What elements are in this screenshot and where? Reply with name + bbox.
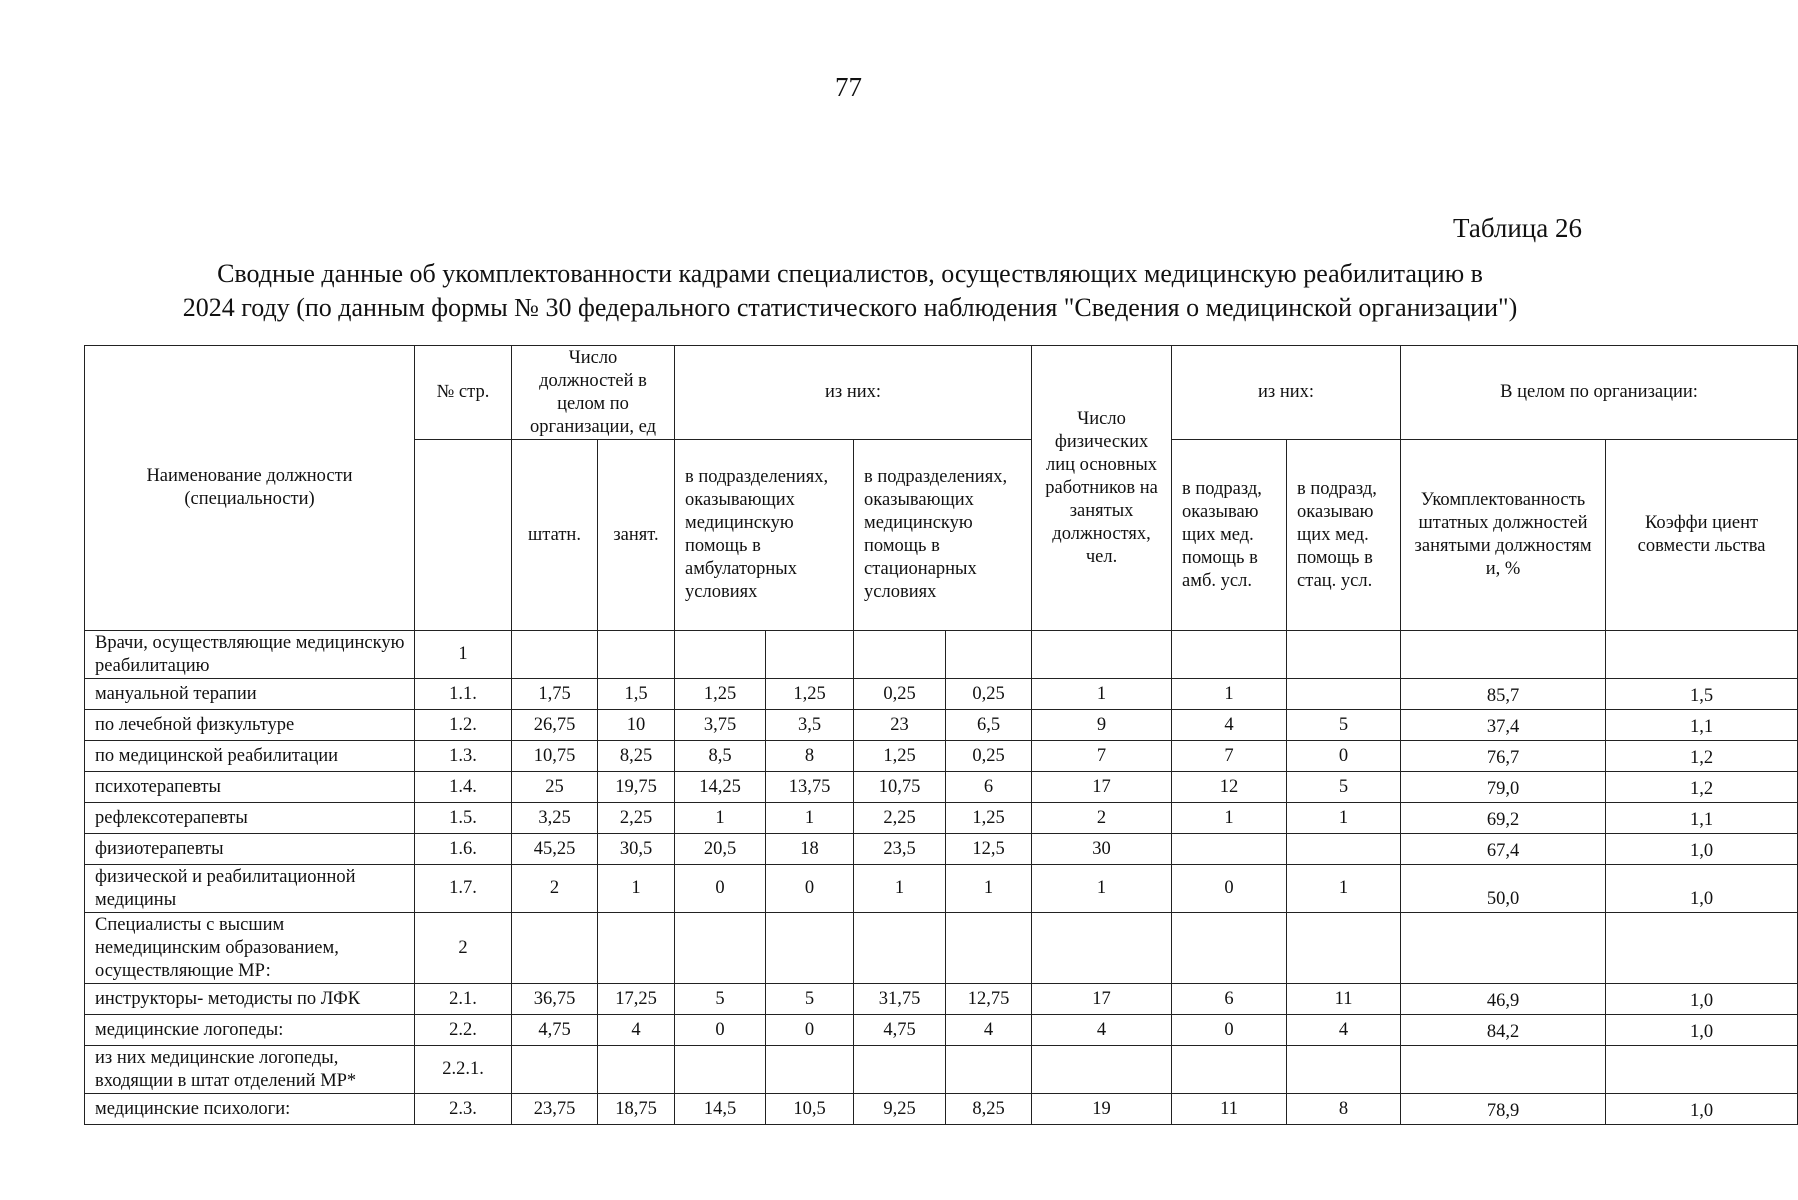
- title-line: Сводные данные об укомплектованности кадрами специалистов, осуществляющих медицинскую реабилитацию в: [217, 259, 1483, 288]
- row-value: 37,4: [1401, 710, 1606, 741]
- row-value: [946, 631, 1032, 679]
- row-value: [675, 1046, 766, 1094]
- row-value: 5: [766, 984, 854, 1015]
- table-label: Таблица 26: [1453, 213, 1582, 243]
- row-number: 1.7.: [415, 865, 512, 913]
- row-value: 0,25: [946, 741, 1032, 772]
- row-value: 3,75: [675, 710, 766, 741]
- row-name: медицинские психологи:: [85, 1094, 415, 1125]
- table-row: [85, 913, 1798, 984]
- row-value: [1606, 631, 1798, 679]
- table-row: [85, 710, 1798, 741]
- header-positions-total: Число должностей в целом по организации, ед: [512, 346, 675, 440]
- row-value: 4,75: [854, 1015, 946, 1046]
- row-value: 13,75: [766, 772, 854, 803]
- row-number: 2.2.1.: [415, 1046, 512, 1094]
- row-number: 2.3.: [415, 1094, 512, 1125]
- title-line: 2024 году (по данным формы № 30 федерального статистического наблюдения "Сведения о медицинской организации"): [182, 293, 1518, 322]
- row-value: 6,5: [946, 710, 1032, 741]
- table-row: [85, 984, 1798, 1015]
- row-value: 19: [1032, 1094, 1172, 1125]
- row-value: 11: [1172, 1094, 1287, 1125]
- table-row: [85, 631, 1798, 679]
- table-row: [85, 772, 1798, 803]
- row-value: 79,0: [1401, 772, 1606, 803]
- row-value: 1: [1287, 803, 1401, 834]
- row-value: [854, 631, 946, 679]
- header-amb-short: в подразд, оказываю щих мед. помощь в амб. усл.: [1172, 440, 1287, 631]
- row-value: 31,75: [854, 984, 946, 1015]
- row-value: 26,75: [512, 710, 598, 741]
- row-value: 12,5: [946, 834, 1032, 865]
- row-value: 18: [766, 834, 854, 865]
- table-title: [110, 257, 1590, 325]
- row-value: 8,25: [598, 741, 675, 772]
- row-number: 1.3.: [415, 741, 512, 772]
- row-number: 1.4.: [415, 772, 512, 803]
- row-value: 2,25: [598, 803, 675, 834]
- header-of-them-2: из них:: [1172, 346, 1401, 440]
- row-number: 2.1.: [415, 984, 512, 1015]
- row-value: 0: [1172, 1015, 1287, 1046]
- row-value: 1,1: [1606, 710, 1798, 741]
- row-value: [766, 1046, 854, 1094]
- staffing-table: [84, 345, 1798, 1125]
- table-row: [85, 834, 1798, 865]
- header-occupied: занят.: [598, 440, 675, 631]
- row-number: 1.2.: [415, 710, 512, 741]
- row-value: 5: [675, 984, 766, 1015]
- row-value: 8,5: [675, 741, 766, 772]
- row-name: рефлексотерапевты: [85, 803, 415, 834]
- row-value: [1401, 631, 1606, 679]
- row-value: 45,25: [512, 834, 598, 865]
- row-value: 1: [598, 865, 675, 913]
- row-value: [1401, 1046, 1606, 1094]
- page-number: 77: [835, 72, 862, 102]
- row-value: 69,2: [1401, 803, 1606, 834]
- row-value: 25: [512, 772, 598, 803]
- row-value: 17: [1032, 772, 1172, 803]
- row-value: 19,75: [598, 772, 675, 803]
- row-value: 4: [946, 1015, 1032, 1046]
- row-value: 1,25: [854, 741, 946, 772]
- row-value: 1,25: [946, 803, 1032, 834]
- row-value: 4: [598, 1015, 675, 1046]
- staffing-table-container: [84, 345, 1766, 1125]
- header-staff: штатн.: [512, 440, 598, 631]
- row-value: 50,0: [1401, 865, 1606, 913]
- table-row: [85, 865, 1798, 913]
- row-value: 46,9: [1401, 984, 1606, 1015]
- row-value: 1: [946, 865, 1032, 913]
- row-value: [1287, 679, 1401, 710]
- row-value: 8: [766, 741, 854, 772]
- header-org-total: В целом по организации:: [1401, 346, 1798, 440]
- row-value: 76,7: [1401, 741, 1606, 772]
- row-number: 1: [415, 631, 512, 679]
- row-value: 0,25: [946, 679, 1032, 710]
- row-value: 1,25: [675, 679, 766, 710]
- row-name: по медицинской реабилитации: [85, 741, 415, 772]
- row-name: по лечебной физкультуре: [85, 710, 415, 741]
- row-value: 17,25: [598, 984, 675, 1015]
- table-row: [85, 679, 1798, 710]
- row-value: [1032, 913, 1172, 984]
- row-value: 1,0: [1606, 1015, 1798, 1046]
- row-value: 1: [1032, 679, 1172, 710]
- row-value: 0: [675, 865, 766, 913]
- row-value: 4: [1172, 710, 1287, 741]
- row-value: 0: [1287, 741, 1401, 772]
- table-body: [85, 631, 1798, 1125]
- row-name: Специалисты с высшим немедицинским образованием, осуществляющие МР:: [85, 913, 415, 984]
- row-value: 2: [1032, 803, 1172, 834]
- row-value: 36,75: [512, 984, 598, 1015]
- row-value: 14,25: [675, 772, 766, 803]
- table-row: [85, 1015, 1798, 1046]
- row-value: 10: [598, 710, 675, 741]
- row-name: инструкторы- методисты по ЛФК: [85, 984, 415, 1015]
- row-value: [854, 1046, 946, 1094]
- row-value: 1,5: [598, 679, 675, 710]
- row-number: 1.6.: [415, 834, 512, 865]
- row-value: [675, 631, 766, 679]
- row-value: [854, 913, 946, 984]
- header-row-top: [85, 346, 1798, 440]
- row-value: [1606, 1046, 1798, 1094]
- row-value: 6: [946, 772, 1032, 803]
- row-value: 17: [1032, 984, 1172, 1015]
- table-row: [85, 1046, 1798, 1094]
- row-value: 8,25: [946, 1094, 1032, 1125]
- row-name: из них медицинские логопеды, входящии в штат отделений МР*: [85, 1046, 415, 1094]
- row-value: 2: [512, 865, 598, 913]
- row-value: 67,4: [1401, 834, 1606, 865]
- row-value: [512, 913, 598, 984]
- row-value: [512, 631, 598, 679]
- row-value: [1032, 631, 1172, 679]
- row-number: 2: [415, 913, 512, 984]
- row-value: 1: [1172, 803, 1287, 834]
- header-inpatient: в подразделениях, оказывающих медицинскую помощь в стационарных условиях: [854, 440, 1032, 631]
- row-value: [946, 1046, 1032, 1094]
- row-value: 1,25: [766, 679, 854, 710]
- row-value: 2,25: [854, 803, 946, 834]
- row-value: [1287, 631, 1401, 679]
- row-name: физиотерапевты: [85, 834, 415, 865]
- row-name: психотерапевты: [85, 772, 415, 803]
- row-value: [512, 1046, 598, 1094]
- row-value: 3,5: [766, 710, 854, 741]
- row-value: 4: [1287, 1015, 1401, 1046]
- row-value: 30: [1032, 834, 1172, 865]
- row-value: 78,9: [1401, 1094, 1606, 1125]
- row-value: [598, 913, 675, 984]
- row-value: [1606, 913, 1798, 984]
- row-value: 9: [1032, 710, 1172, 741]
- row-value: 20,5: [675, 834, 766, 865]
- row-value: 1: [675, 803, 766, 834]
- row-value: 10,5: [766, 1094, 854, 1125]
- row-value: 3,25: [512, 803, 598, 834]
- row-value: 0: [1172, 865, 1287, 913]
- row-value: [1287, 913, 1401, 984]
- row-value: [1172, 913, 1287, 984]
- row-value: 1: [1032, 865, 1172, 913]
- row-value: 1,0: [1606, 1094, 1798, 1125]
- row-number: 2.2.: [415, 1015, 512, 1046]
- row-value: 5: [1287, 710, 1401, 741]
- row-value: 4: [1032, 1015, 1172, 1046]
- row-value: 23,75: [512, 1094, 598, 1125]
- header-row-no: № стр.: [415, 346, 512, 440]
- row-value: [598, 1046, 675, 1094]
- row-value: 11: [1287, 984, 1401, 1015]
- row-value: 7: [1032, 741, 1172, 772]
- row-value: [1287, 834, 1401, 865]
- row-name: мануальной терапии: [85, 679, 415, 710]
- row-value: 1: [766, 803, 854, 834]
- row-value: [1401, 913, 1606, 984]
- row-value: 23,5: [854, 834, 946, 865]
- table-row: [85, 1094, 1798, 1125]
- row-value: 18,75: [598, 1094, 675, 1125]
- row-value: 0: [766, 865, 854, 913]
- row-value: [675, 913, 766, 984]
- row-value: 1: [1172, 679, 1287, 710]
- row-value: 5: [1287, 772, 1401, 803]
- row-value: 8: [1287, 1094, 1401, 1125]
- row-value: 30,5: [598, 834, 675, 865]
- row-value: 1,1: [1606, 803, 1798, 834]
- row-value: 1: [854, 865, 946, 913]
- row-value: 12,75: [946, 984, 1032, 1015]
- row-value: [766, 913, 854, 984]
- row-value: [946, 913, 1032, 984]
- row-value: 1,0: [1606, 865, 1798, 913]
- header-coefficient: Коэффи циент совмести льства: [1606, 440, 1798, 631]
- header-of-them-1: из них:: [675, 346, 1032, 440]
- row-value: 9,25: [854, 1094, 946, 1125]
- row-value: 10,75: [512, 741, 598, 772]
- row-value: 6: [1172, 984, 1287, 1015]
- row-value: 0,25: [854, 679, 946, 710]
- row-value: 84,2: [1401, 1015, 1606, 1046]
- row-value: [1172, 834, 1287, 865]
- table-row: [85, 803, 1798, 834]
- row-value: 7: [1172, 741, 1287, 772]
- row-value: 12: [1172, 772, 1287, 803]
- row-number: 1.5.: [415, 803, 512, 834]
- row-value: 1,5: [1606, 679, 1798, 710]
- header-stac-short: в подразд, оказываю щих мед. помощь в стац. усл.: [1287, 440, 1401, 631]
- table-row: [85, 741, 1798, 772]
- row-value: 1: [1287, 865, 1401, 913]
- row-name: Врачи, осуществляющие медицинскую реабилитацию: [85, 631, 415, 679]
- row-name: физической и реабилитационной медицины: [85, 865, 415, 913]
- header-ambulatory: в подразделениях, оказывающих медицинскую помощь в амбулаторных условиях: [675, 440, 854, 631]
- row-value: [1172, 1046, 1287, 1094]
- header-physical-persons: Число физических лиц основных работников на занятых должностях, чел.: [1032, 346, 1172, 631]
- row-value: 0: [766, 1015, 854, 1046]
- row-value: 1,0: [1606, 984, 1798, 1015]
- row-value: 4,75: [512, 1015, 598, 1046]
- row-value: 1,75: [512, 679, 598, 710]
- row-value: 85,7: [1401, 679, 1606, 710]
- row-value: 1,0: [1606, 834, 1798, 865]
- row-value: [598, 631, 675, 679]
- row-value: [1172, 631, 1287, 679]
- row-value: 10,75: [854, 772, 946, 803]
- row-value: [1287, 1046, 1401, 1094]
- row-value: 1,2: [1606, 741, 1798, 772]
- row-value: [1032, 1046, 1172, 1094]
- row-name: медицинские логопеды:: [85, 1015, 415, 1046]
- row-value: [766, 631, 854, 679]
- row-number: 1.1.: [415, 679, 512, 710]
- header-staffing-percent: Укомплектованность штатных должностей занятыми должностям и, %: [1401, 440, 1606, 631]
- row-value: 23: [854, 710, 946, 741]
- header-name: Наименование должности (специальности): [85, 346, 415, 631]
- row-value: 0: [675, 1015, 766, 1046]
- row-value: 1,2: [1606, 772, 1798, 803]
- header-row-no-blank: [415, 440, 512, 631]
- row-value: 14,5: [675, 1094, 766, 1125]
